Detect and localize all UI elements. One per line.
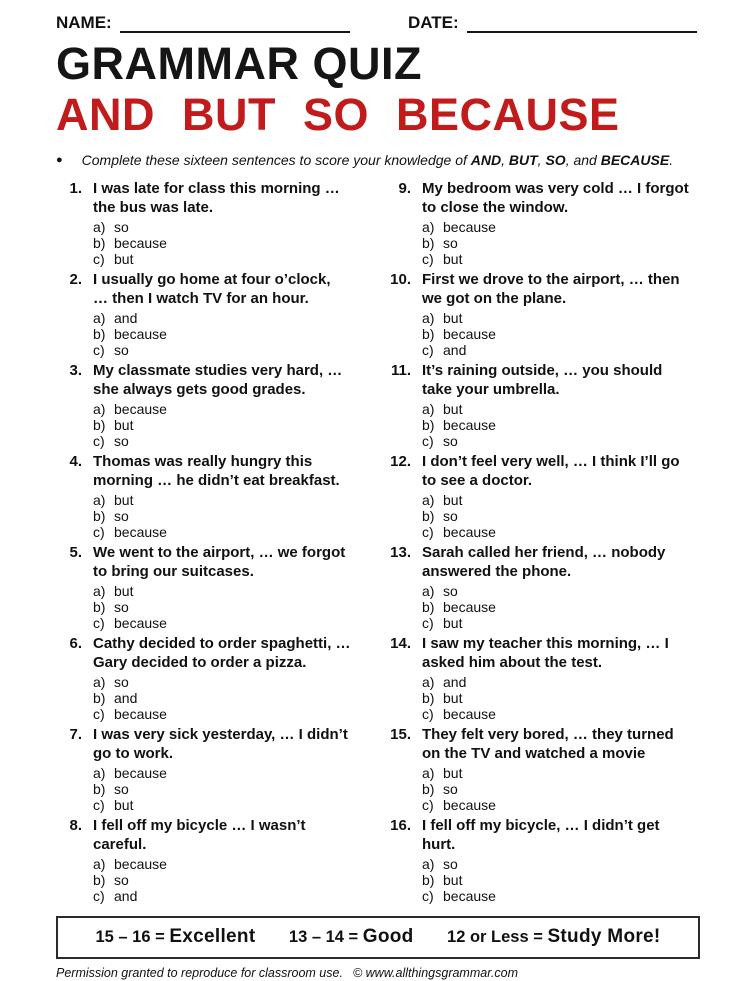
question-head [56, 634, 371, 672]
option-letter: a) [93, 401, 106, 417]
question-stem [93, 361, 342, 399]
question-head [56, 816, 371, 854]
option-letter: a) [93, 674, 106, 690]
instruction-part: BUT [508, 152, 538, 168]
stem-line: she always gets good grades. [93, 381, 306, 398]
option-text: so [443, 781, 458, 797]
question-option [93, 492, 371, 508]
option-text: so [114, 872, 129, 888]
question-stem [93, 725, 348, 763]
question-options [422, 674, 700, 722]
question-option [93, 856, 371, 872]
option-text: but [114, 417, 134, 433]
question-option [422, 781, 700, 797]
option-letter: a) [422, 856, 435, 872]
question-item [56, 270, 371, 358]
question-head [385, 725, 700, 763]
score-item-study-more [447, 926, 661, 948]
option-text: so [114, 219, 129, 235]
option-text: because [443, 417, 496, 433]
stem-line: I fell off my bicycle, … I didn’t get [422, 817, 660, 834]
option-text: so [114, 508, 129, 524]
name-field [56, 12, 408, 33]
option-letter: a) [422, 674, 435, 690]
option-letter: b) [422, 508, 435, 524]
stem-line: asked him about the test. [422, 654, 603, 671]
option-text: because [114, 615, 167, 631]
stem-line: go to work. [93, 745, 173, 762]
option-text: because [443, 599, 496, 615]
option-text: but [443, 251, 463, 267]
option-letter: b) [422, 417, 435, 433]
stem-line: I don’t feel very well, … I think I’ll go [422, 453, 680, 470]
date-field [408, 12, 700, 33]
name-blank-line [120, 14, 350, 33]
question-option [422, 765, 700, 781]
question-item [385, 725, 700, 813]
question-options [93, 856, 371, 904]
question-item [56, 816, 371, 904]
question-options [93, 219, 371, 267]
option-text: but [443, 615, 463, 631]
option-text: but [114, 251, 134, 267]
option-text: but [114, 492, 134, 508]
question-item [56, 452, 371, 540]
option-letter: a) [422, 492, 435, 508]
option-text: but [114, 797, 134, 813]
questions-column-right [385, 179, 700, 907]
option-text: and [114, 888, 138, 904]
instruction-part: , [537, 152, 546, 168]
option-letter: b) [422, 690, 435, 706]
score-label: Excellent [169, 926, 256, 947]
option-text: because [114, 765, 167, 781]
question-item [385, 270, 700, 358]
option-text: so [114, 342, 129, 358]
question-item [385, 361, 700, 449]
question-number: 5. [69, 544, 82, 561]
question-head [385, 452, 700, 490]
question-number: 16. [390, 817, 411, 834]
question-stem [93, 452, 340, 490]
option-letter: c) [422, 251, 434, 267]
stem-line: … then I watch TV for an hour. [93, 290, 309, 307]
question-number: 3. [69, 362, 82, 379]
score-range: 12 or Less = [447, 928, 548, 946]
stem-line: I was very sick yesterday, … I didn’t [93, 726, 348, 743]
question-number: 8. [69, 817, 82, 834]
option-letter: a) [93, 310, 106, 326]
option-text: because [443, 524, 496, 540]
stem-line: on the TV and watched a movie [422, 745, 646, 762]
question-item [56, 634, 371, 722]
question-item [385, 816, 700, 904]
question-option [422, 674, 700, 690]
question-item [56, 179, 371, 267]
question-option [422, 251, 700, 267]
instruction-part: AND [470, 152, 502, 168]
option-text: so [114, 781, 129, 797]
option-letter: c) [93, 524, 105, 540]
question-option [93, 888, 371, 904]
option-letter: c) [93, 797, 105, 813]
option-letter: c) [422, 524, 434, 540]
option-letter: c) [422, 342, 434, 358]
question-option [93, 674, 371, 690]
question-item [385, 543, 700, 631]
stem-line: to see a doctor. [422, 472, 533, 489]
question-option [422, 615, 700, 631]
question-options [422, 765, 700, 813]
score-range: 13 – 14 = [288, 928, 363, 946]
question-options [422, 401, 700, 449]
score-label: Study More! [547, 926, 661, 947]
question-number: 7. [69, 726, 82, 743]
score-range: 15 – 16 = [95, 928, 170, 946]
option-text: but [443, 765, 463, 781]
option-letter: a) [93, 765, 106, 781]
option-letter: a) [422, 765, 435, 781]
option-letter: c) [422, 433, 434, 449]
option-letter: c) [93, 433, 105, 449]
option-text: so [114, 674, 129, 690]
option-text: so [443, 235, 458, 251]
footer-copyright: © www.allthingsgrammar.com [352, 966, 518, 980]
stem-line: I fell off my bicycle … I wasn’t [93, 817, 306, 834]
question-option [422, 219, 700, 235]
option-text: because [114, 856, 167, 872]
score-item-good [289, 926, 414, 948]
question-option [422, 492, 700, 508]
instruction-part: , and [565, 152, 601, 168]
question-option [422, 508, 700, 524]
question-stem [422, 725, 674, 763]
question-head [385, 543, 700, 581]
question-number: 13. [390, 544, 411, 561]
option-letter: b) [93, 235, 106, 251]
option-letter: b) [422, 781, 435, 797]
instruction-part: BECAUSE [600, 152, 670, 168]
question-head [56, 270, 371, 308]
option-letter: c) [422, 797, 434, 813]
question-options [93, 492, 371, 540]
option-letter: c) [422, 888, 434, 904]
question-option [93, 524, 371, 540]
option-letter: b) [93, 508, 106, 524]
question-number: 1. [69, 180, 82, 197]
option-letter: a) [422, 583, 435, 599]
stem-line: We went to the airport, … we forgot [93, 544, 346, 561]
question-options [422, 219, 700, 267]
option-letter: c) [422, 706, 434, 722]
question-number: 4. [69, 453, 82, 470]
option-text: but [443, 690, 463, 706]
question-options [422, 492, 700, 540]
question-head [56, 179, 371, 217]
question-options [93, 674, 371, 722]
stem-line: answered the phone. [422, 563, 572, 580]
question-option [93, 235, 371, 251]
option-letter: b) [422, 235, 435, 251]
question-stem [422, 270, 680, 308]
option-letter: b) [93, 326, 106, 342]
question-head [385, 361, 700, 399]
stem-line: First we drove to the airport, … then [422, 271, 680, 288]
stem-line: They felt very bored, … they turned [422, 726, 674, 743]
option-text: because [114, 401, 167, 417]
question-option [93, 219, 371, 235]
question-option [422, 524, 700, 540]
header-fields [56, 12, 700, 33]
stem-line: Gary decided to order a pizza. [93, 654, 307, 671]
option-letter: a) [422, 219, 435, 235]
question-stem [422, 361, 662, 399]
stem-line: It’s raining outside, … you should [422, 362, 663, 379]
question-head [385, 816, 700, 854]
question-number: 9. [398, 180, 411, 197]
stem-line: the bus was late. [93, 199, 214, 216]
stem-line: morning … he didn’t eat breakfast. [93, 472, 340, 489]
question-head [56, 725, 371, 763]
question-option [93, 508, 371, 524]
question-option [93, 417, 371, 433]
question-option [422, 433, 700, 449]
instruction-part: SO [545, 152, 566, 168]
stem-line: we got on the plane. [422, 290, 567, 307]
question-number: 15. [390, 726, 411, 743]
instruction-part: , [501, 152, 509, 168]
page-subtitle: AND BUT SO BECAUSE [56, 89, 620, 140]
question-option [422, 417, 700, 433]
option-text: and [114, 310, 138, 326]
question-head [56, 361, 371, 399]
option-text: because [443, 797, 496, 813]
option-letter: b) [422, 599, 435, 615]
option-letter: b) [422, 872, 435, 888]
question-stem [93, 634, 351, 672]
question-head [385, 270, 700, 308]
date-label: DATE: [408, 13, 459, 32]
question-number: 11. [390, 362, 411, 379]
page-title: GRAMMAR QUIZ [56, 38, 422, 89]
option-text: so [114, 433, 129, 449]
option-letter: c) [93, 888, 105, 904]
option-letter: b) [422, 326, 435, 342]
stem-line: My bedroom was very cold … I forgot [422, 180, 689, 197]
question-item [56, 725, 371, 813]
question-stem [422, 452, 680, 490]
score-item-excellent [95, 926, 255, 948]
option-letter: c) [93, 342, 105, 358]
stem-line: careful. [93, 836, 147, 853]
question-option [93, 690, 371, 706]
footer-permission: Permission granted to reproduce for classroom use. [56, 966, 343, 980]
stem-line: I saw my teacher this morning, … I [422, 635, 669, 652]
stem-line: My classmate studies very hard, … [93, 362, 343, 379]
instruction [56, 151, 700, 169]
question-option [422, 326, 700, 342]
option-text: because [114, 706, 167, 722]
question-option [422, 797, 700, 813]
option-text: but [114, 583, 134, 599]
question-option [93, 615, 371, 631]
question-option [93, 706, 371, 722]
stem-line: Thomas was really hungry this [93, 453, 313, 470]
question-head [385, 179, 700, 217]
question-option [93, 765, 371, 781]
question-option [93, 797, 371, 813]
question-option [422, 888, 700, 904]
question-option [93, 433, 371, 449]
question-option [422, 706, 700, 722]
question-option [422, 342, 700, 358]
question-item [385, 179, 700, 267]
question-number: 10. [390, 271, 411, 288]
option-text: so [443, 508, 458, 524]
score-label: Good [362, 926, 414, 947]
option-text: and [443, 674, 467, 690]
question-number: 2. [69, 271, 82, 288]
date-blank-line [467, 14, 697, 33]
question-option [93, 599, 371, 615]
stem-line: I usually go home at four o’clock, [93, 271, 331, 288]
instruction-text [82, 151, 673, 169]
question-stem [93, 816, 306, 854]
question-options [422, 310, 700, 358]
stem-line: Cathy decided to order spaghetti, … [93, 635, 351, 652]
option-text: but [443, 492, 463, 508]
question-options [93, 583, 371, 631]
option-letter: b) [93, 690, 106, 706]
question-stem [93, 270, 331, 308]
option-letter: b) [93, 417, 106, 433]
question-options [422, 856, 700, 904]
name-label: NAME: [56, 13, 112, 32]
option-letter: b) [93, 781, 106, 797]
question-options [93, 765, 371, 813]
option-text: because [443, 888, 496, 904]
option-letter: a) [93, 219, 106, 235]
question-option [93, 401, 371, 417]
option-letter: c) [93, 706, 105, 722]
instruction-part: Complete these sixteen sentences to score your knowledge of [81, 152, 471, 168]
option-letter: a) [93, 583, 106, 599]
option-text: because [443, 219, 496, 235]
option-text: and [114, 690, 138, 706]
question-option [422, 401, 700, 417]
option-text: because [114, 235, 167, 251]
option-letter: b) [93, 872, 106, 888]
questions-grid [56, 179, 700, 907]
instruction-part: . [669, 152, 674, 168]
stem-line: to close the window. [422, 199, 569, 216]
question-number: 14. [390, 635, 411, 652]
question-stem [422, 634, 669, 672]
question-item [56, 361, 371, 449]
question-option [422, 690, 700, 706]
option-text: so [114, 599, 129, 615]
question-option [422, 235, 700, 251]
question-stem [93, 179, 340, 217]
option-letter: c) [422, 615, 434, 631]
question-options [422, 583, 700, 631]
stem-line: Sarah called her friend, … nobody [422, 544, 666, 561]
question-option [93, 781, 371, 797]
option-letter: a) [422, 401, 435, 417]
question-option [93, 326, 371, 342]
question-option [93, 251, 371, 267]
question-stem [422, 816, 660, 854]
question-option [422, 310, 700, 326]
option-letter: a) [422, 310, 435, 326]
question-stem [422, 179, 689, 217]
option-text: but [443, 872, 463, 888]
score-box [56, 916, 700, 959]
question-number: 12. [390, 453, 411, 470]
question-option [422, 856, 700, 872]
question-option [422, 872, 700, 888]
option-letter: c) [93, 251, 105, 267]
question-option [422, 599, 700, 615]
stem-line: to bring our suitcases. [93, 563, 254, 580]
bullet-icon: ● [56, 154, 63, 166]
question-number: 6. [69, 635, 82, 652]
question-option [93, 310, 371, 326]
option-text: so [443, 583, 458, 599]
question-options [93, 310, 371, 358]
option-text: so [443, 856, 458, 872]
stem-line: I was late for class this morning … [93, 180, 340, 197]
question-option [93, 872, 371, 888]
option-text: because [443, 706, 496, 722]
option-text: so [443, 433, 458, 449]
stem-line: hurt. [422, 836, 456, 853]
question-head [385, 634, 700, 672]
stem-line: take your umbrella. [422, 381, 560, 398]
option-text: because [114, 524, 167, 540]
question-item [56, 543, 371, 631]
option-letter: a) [93, 856, 106, 872]
option-text: but [443, 310, 463, 326]
question-options [93, 401, 371, 449]
question-head [56, 543, 371, 581]
question-stem [93, 543, 345, 581]
question-item [385, 452, 700, 540]
question-option [93, 342, 371, 358]
option-text: because [443, 326, 496, 342]
question-head [56, 452, 371, 490]
option-letter: c) [93, 615, 105, 631]
option-letter: a) [93, 492, 106, 508]
question-option [422, 583, 700, 599]
question-stem [422, 543, 665, 581]
option-text: and [443, 342, 467, 358]
option-letter: b) [93, 599, 106, 615]
question-item [385, 634, 700, 722]
questions-column-left [56, 179, 371, 907]
option-text: but [443, 401, 463, 417]
option-text: because [114, 326, 167, 342]
footer [56, 966, 700, 981]
question-option [93, 583, 371, 599]
